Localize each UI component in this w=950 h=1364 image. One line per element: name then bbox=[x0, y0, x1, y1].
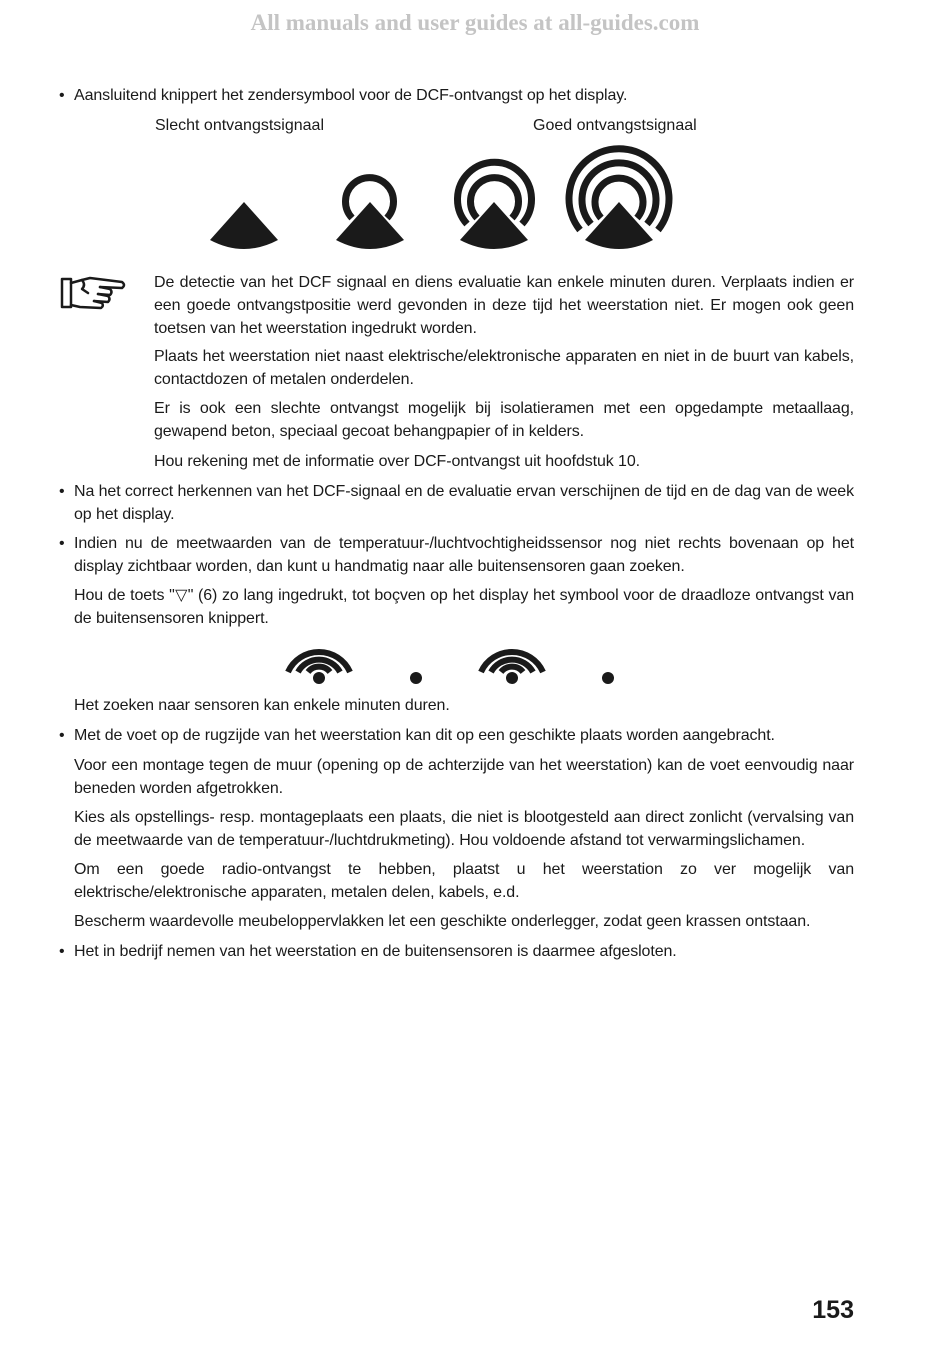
pointing-hand-icon bbox=[60, 275, 130, 315]
watermark: All manuals and user guides at all-guides.com bbox=[250, 10, 700, 35]
bullet-dcf-recognized: Na het correct herkennen van het DCF-signaal en de evaluatie ervan verschijnen de tijd en de dag van de week op het display. bbox=[74, 483, 854, 523]
bullet-completed: Het in bedrijf nemen van het weerstation en de buitensensoren is daarmee afgesloten. bbox=[74, 943, 677, 960]
mounting-paragraph-1: Voor een montage tegen de muur (opening op de achterzijde van het weerstation) kan de voet eenvoudig naar beneden worden afgetrokken. bbox=[74, 757, 854, 797]
bullet-marker: • bbox=[59, 943, 65, 960]
note-paragraph-2: Plaats het weerstation niet naast elektrische/elektronische apparaten en niet in de buurt van kabels, contactdozen of metalen onderdelen. bbox=[154, 348, 854, 388]
note-paragraph-1: De detectie van het DCF signaal en diens evaluatie kan enkele minuten duren. Verplaats indien er een goede ontvangstpositie werd gevonden in deze tijd het weerstation niet. Er mogen ook geen toetsen van het weerstation ingedrukt worden. bbox=[154, 274, 854, 337]
note-paragraph-3: Er is ook een slechte ontvangst mogelijk bij isolatieramen met een opgedampte metaallaag, gewapend beton, speciaal gecoat behangpapier of in kelders. bbox=[154, 400, 854, 440]
dcf-signal-icons bbox=[0, 0, 950, 270]
blink-dot-icon bbox=[410, 672, 422, 684]
mounting-paragraph-3: Om een goede radio-ontvangst te hebben, plaatst u het weerstation zo ver mogelijk van elektrische/elektronische apparaten, metalen delen, kabels, e.d. bbox=[74, 861, 854, 901]
mounting-paragraph-2: Kies als opstellings- resp. montageplaats een plaats, die niet is blootgesteld aan direct zonlicht (vervalsing van de meetwaarde van de temperatuur-/luchtdrukmeting). Hou voldoende afstand tot verwarmingslichamen. bbox=[74, 809, 854, 849]
dcf-signal-weak-icon bbox=[210, 202, 278, 249]
wireless-reception-icon bbox=[288, 652, 350, 684]
bullet-mounting: Met de voet op de rugzijde van het weerstation kan dit op een geschikte plaats worden aangebracht. bbox=[74, 727, 775, 744]
search-note: Het zoeken naar sensoren kan enkele minuten duren. bbox=[74, 697, 450, 714]
bullet-marker: • bbox=[59, 535, 65, 552]
blink-dot-icon bbox=[602, 672, 614, 684]
good-signal-label: Goed ontvangstsignaal bbox=[533, 117, 697, 134]
page-number: 153 bbox=[812, 1296, 854, 1324]
bullet-sensor-search: Indien nu de meetwaarden van de temperatuur-/luchtvochtigheidssensor nog niet rechts bovenaan op het display zichtbaar worden, dan kunt u handmatig naar alle buitensensoren gaan zoeken. bbox=[74, 535, 854, 575]
mounting-paragraph-4: Bescherm waardevolle meubeloppervlakken let een geschikte onderlegger, zodat geen krassen ontstaan. bbox=[74, 913, 811, 930]
bullet-marker: • bbox=[59, 727, 65, 744]
bullet-marker: • bbox=[59, 87, 65, 104]
search-instruction: Hou de toets "▽" (6) zo lang ingedrukt, tot boçven op het display het symbool voor de draadloze ontvangst van de buitensensoren knippert. bbox=[74, 587, 854, 627]
intro-text: Aansluitend knippert het zendersymbool voor de DCF-ontvangst op het display. bbox=[74, 87, 628, 104]
note-paragraph-4: Hou rekening met de informatie over DCF-ontvangst uit hoofdstuk 10. bbox=[154, 453, 640, 470]
bullet-marker: • bbox=[59, 483, 65, 500]
weak-signal-label: Slecht ontvangstsignaal bbox=[155, 117, 324, 134]
wireless-reception-icon bbox=[481, 652, 543, 684]
